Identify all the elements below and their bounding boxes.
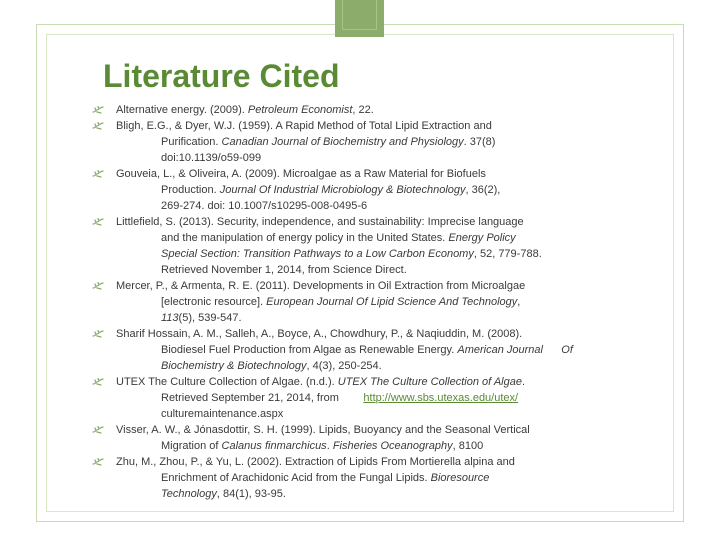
- leaf-bullet-icon: [92, 122, 106, 130]
- top-tab-inner-line: [342, 0, 377, 30]
- reference-text: Zhu, M., Zhou, P., & Yu, L. (2002). Extraction of Lipids From Mortierella alpina and: [116, 456, 515, 468]
- leaf-bullet-icon: [92, 106, 106, 114]
- reference-line: [161, 294, 520, 310]
- reference-text: , 84(1), 93-95.: [216, 488, 286, 500]
- references-list: [0, 102, 720, 502]
- reference-line: [116, 214, 524, 230]
- reference-item: [0, 422, 720, 454]
- reference-line: [161, 390, 518, 406]
- reference-text: UTEX The Culture Collection of Algae. (n.d.).: [116, 376, 338, 388]
- reference-text: Enrichment of Arachidonic Acid from the Fungal Lipids.: [161, 472, 431, 484]
- reference-item: [0, 454, 720, 502]
- reference-line: [161, 486, 286, 502]
- reference-line: [161, 438, 483, 454]
- reference-line: [161, 470, 489, 486]
- reference-line: [116, 326, 522, 342]
- leaf-bullet-icon: [92, 170, 106, 178]
- reference-italic-text: Bioresource: [430, 472, 490, 484]
- reference-line: [161, 310, 242, 326]
- reference-text: Retrieved November 1, 2014, from Science Direct.: [161, 264, 407, 276]
- leaf-bullet-icon: [92, 282, 106, 290]
- reference-text: and the manipulation of energy policy in the United States.: [161, 232, 449, 244]
- reference-italic-text: Technology: [161, 488, 217, 500]
- leaf-bullet-icon: [92, 378, 106, 386]
- reference-line: [116, 166, 486, 182]
- reference-text: Alternative energy. (2009).: [116, 104, 248, 116]
- reference-italic-text: Petroleum Economist: [247, 104, 353, 116]
- reference-item: [0, 102, 720, 118]
- reference-line: [161, 358, 382, 374]
- reference-line: [116, 454, 515, 470]
- reference-italic-text: Journal Of Industrial Microbiology & Biotechnology: [219, 184, 466, 196]
- reference-text: Littlefield, S. (2013). Security, independence, and sustainability: Imprecise language: [116, 216, 524, 228]
- leaf-bullet-icon: [92, 330, 106, 338]
- reference-text: Visser, A. W., & Jónasdottir, S. H. (1999). Lipids, Buoyancy and the Seasonal Vertical: [116, 424, 530, 436]
- reference-italic-text: Biochemistry & Biotechnology: [161, 360, 307, 372]
- reference-url-link[interactable]: http://www.sbs.utexas.edu/utex/: [363, 392, 519, 404]
- reference-line: [161, 246, 542, 262]
- reference-text: (5), 539-547.: [178, 312, 242, 324]
- reference-italic-text: Calanus finmarchicus: [221, 440, 327, 452]
- reference-line: [116, 422, 530, 438]
- reference-text: .: [326, 440, 333, 452]
- reference-line: [161, 342, 573, 358]
- reference-italic-text: Fisheries Oceanography: [332, 440, 453, 452]
- reference-line: [161, 406, 283, 422]
- reference-line: [161, 182, 500, 198]
- reference-text: Production.: [161, 184, 220, 196]
- reference-text: , 52, 779-788.: [473, 248, 542, 260]
- reference-text: Bligh, E.G., & Dyer, W.J. (1959). A Rapid Method of Total Lipid Extraction and: [116, 120, 492, 132]
- reference-text: [electronic resource].: [161, 296, 267, 308]
- leaf-bullet-icon: [92, 458, 106, 466]
- slide-title: Literature Cited: [103, 58, 340, 94]
- reference-line: [116, 374, 525, 390]
- reference-text: , 22.: [352, 104, 374, 116]
- reference-line: [161, 134, 495, 150]
- reference-italic-text: American Journal: [457, 344, 543, 356]
- reference-item: [0, 374, 720, 422]
- reference-italic-text: 113: [161, 312, 179, 324]
- reference-item: [0, 118, 720, 166]
- reference-italic-text: Special Section: Transition Pathways to a Low Carbon Economy: [161, 248, 474, 260]
- reference-italic-text: UTEX The Culture Collection of Algae: [337, 376, 522, 388]
- reference-text: , 4(3), 250-254.: [306, 360, 382, 372]
- reference-text: Gouveia, L., & Oliveira, A. (2009). Microalgae as a Raw Material for Biofuels: [116, 168, 486, 180]
- reference-text: ,: [517, 296, 521, 308]
- reference-italic-text: European Journal Of Lipid Science And Technology: [266, 296, 518, 308]
- reference-text: Mercer, P., & Armenta, R. E. (2011). Developments in Oil Extraction from Microalgae: [116, 280, 526, 292]
- reference-text: doi:10.1139/o59-099: [161, 152, 262, 164]
- reference-line: [116, 278, 525, 294]
- reference-text: 269-274. doi: 10.1007/s10295-008-0495-6: [161, 200, 368, 212]
- reference-text: Migration of: [161, 440, 222, 452]
- reference-text: culturemaintenance.aspx: [161, 408, 284, 420]
- reference-text: .: [521, 376, 526, 388]
- reference-text: , 8100: [452, 440, 484, 452]
- reference-line: [161, 230, 516, 246]
- reference-item: [0, 166, 720, 214]
- leaf-bullet-icon: [92, 218, 106, 226]
- reference-line: [161, 150, 261, 166]
- leaf-bullet-icon: [92, 426, 106, 434]
- reference-line: [161, 198, 367, 214]
- reference-text: Retrieved September 21, 2014, from: [161, 392, 364, 404]
- reference-item: [0, 214, 720, 278]
- reference-italic-text: Energy Policy: [448, 232, 516, 244]
- reference-line: [161, 262, 407, 278]
- reference-text: Sharif Hossain, A. M., Salleh, A., Boyce, A., Chowdhury, P., & Naqiuddin, M. (2008).: [116, 328, 523, 340]
- reference-italic-text: Canadian Journal of Biochemistry and Physiology: [221, 136, 464, 148]
- reference-item: [0, 326, 720, 374]
- reference-text: Purification.: [161, 136, 222, 148]
- reference-line: [116, 102, 374, 118]
- reference-text: . 37(8): [463, 136, 496, 148]
- reference-italic-text: Of: [542, 344, 573, 356]
- reference-item: [0, 278, 720, 326]
- reference-line: [116, 118, 492, 134]
- reference-text: , 36(2),: [465, 184, 501, 196]
- reference-text: Biodiesel Fuel Production from Algae as Renewable Energy.: [161, 344, 458, 356]
